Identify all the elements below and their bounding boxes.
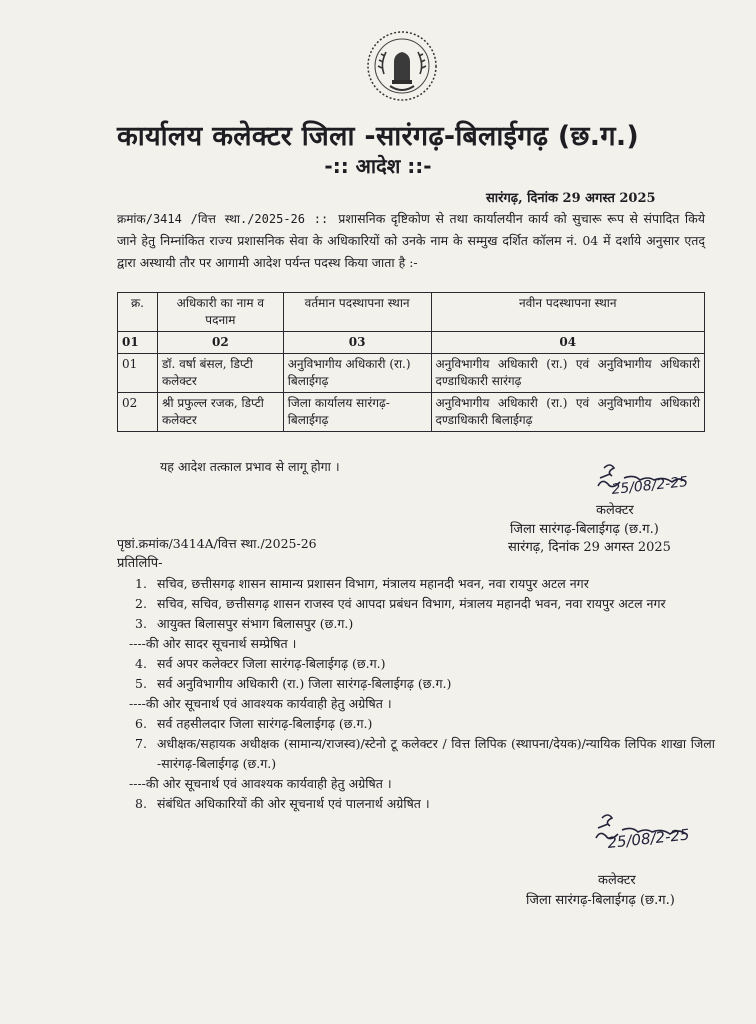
row-officer: डॉ. वर्षा बंसल, डिप्टी कलेक्टर: [157, 354, 283, 393]
forward-note: ----की ओर सूचनार्थ एवं आवश्यक कार्यवाही हेतु अग्रेषित ।: [129, 696, 392, 711]
signature1-designation: कलेक्टर: [596, 503, 634, 518]
table-row: [118, 354, 705, 393]
row-serial: 02: [118, 393, 158, 432]
list-item: 3. आयुक्त बिलासपुर संभाग बिलासपुर (छ.ग.): [135, 614, 715, 634]
header-cell-current-posting: वर्तमान पदस्थापना स्थान: [283, 293, 431, 332]
state-emblem-icon: [362, 28, 442, 114]
handwritten-signature: [590, 460, 700, 502]
row-current-posting: अनुविभागीय अधिकारी (रा.) बिलाईगढ़: [283, 354, 431, 393]
list-item: 4. सर्व अपर कलेक्टर जिला सारंगढ़-बिलाईगढ़ (छ.ग.): [135, 654, 715, 674]
endorsement-ref: पृष्ठां.क्रमांक/3414A/वित्त स्था./2025-26: [117, 536, 317, 551]
column-number: 04: [431, 332, 704, 354]
list-item: 7. अधीक्षक/सहायक अधीक्षक (सामान्य/राजस्व)/स्टेनो टू कलेक्टर / वित्त लिपिक (स्थापना/देयक)/न्यायिक लिपिक शाखा जिला -सारंगढ़-बिलाईगढ़ (छ.ग.): [135, 734, 715, 774]
column-number: 02: [157, 332, 283, 354]
table-row: [118, 393, 705, 432]
header-cell-new-posting: नवीन पदस्थापना स्थान: [431, 293, 704, 332]
list-item-text: सर्व अनुविभागीय अधिकारी (रा.) जिला सारंगढ़-बिलाईगढ़ (छ.ग.): [157, 676, 452, 691]
signature1-district: जिला सारंगढ़-बिलाईगढ़ (छ.ग.): [510, 522, 659, 537]
list-item-text: सचिव, छत्तीसगढ़ शासन सामान्य प्रशासन विभाग, मंत्रालय महानदी भवन, नवा रायपुर अटल नगर: [157, 576, 589, 591]
forward-note: ----की ओर सादर सूचनार्थ सम्प्रेषित ।: [129, 636, 297, 651]
order-paragraph: [117, 208, 705, 274]
row-new-posting: अनुविभागीय अधिकारी (रा.) एवं अनुविभागीय अधिकारी दण्डाधिकारी सारंगढ़: [431, 354, 704, 393]
row-officer: श्री प्रफुल्ल रजक, डिप्टी कलेक्टर: [157, 393, 283, 432]
row-current-posting: जिला कार्यालय सारंगढ़-बिलाईगढ़: [283, 393, 431, 432]
list-item-text: सचिव, सचिव, छत्तीसगढ़ शासन राजस्व एवं आपदा प्रबंधन विभाग, मंत्रालय महानदी भवन, नवा रायपुर अटल नगर: [157, 596, 666, 611]
endorsement-place-date: सारंगढ़, दिनांक 29 अगस्त 2025: [508, 540, 671, 555]
forward-note: ----की ओर सूचनार्थ एवं आवश्यक कार्यवाही हेतु अग्रेषित ।: [129, 776, 392, 791]
svg-text:25/08/2-25: 25/08/2-25: [606, 825, 691, 852]
column-number: 03: [283, 332, 431, 354]
list-item: 1. सचिव, छत्तीसगढ़ शासन सामान्य प्रशासन विभाग, मंत्रालय महानदी भवन, नवा रायपुर अटल नगर: [135, 574, 715, 594]
list-item-text: आयुक्त बिलासपुर संभाग बिलासपुर (छ.ग.): [157, 616, 354, 631]
row-new-posting: अनुविभागीय अधिकारी (रा.) एवं अनुविभागीय अधिकारी दण्डाधिकारी बिलाईगढ़: [431, 393, 704, 432]
order-text: प्रशासनिक दृष्टिकोण से तथा कार्यालयीन कार्य को सुचारू रूप से संपादित किये जाने हेतु निम्नांकित राज्य प्रशासनिक सेवा के अधिकारियों को उनके नाम के सम्मुख दर्शित कॉलम नं. 04 में दर्शाये अनुसार एतद् द्वारा अस्थायी तौर पर आगामी आदेश पर्यन्त पदस्थ किया जाता है :-: [117, 211, 705, 270]
list-item: 8. संबंधित अधिकारियों की ओर सूचनार्थ एवं पालनार्थ अग्रेषित ।: [135, 794, 715, 814]
table-column-number-row: [118, 332, 705, 354]
effect-line: यह आदेश तत्काल प्रभाव से लागू होगा ।: [160, 459, 340, 474]
svg-text:25/08/2-25: 25/08/2-25: [610, 474, 689, 498]
copy-label: प्रतिलिपि-: [117, 556, 163, 571]
column-number: 01: [118, 332, 158, 354]
office-title: कार्यालय कलेक्टर जिला -सारंगढ़-बिलाईगढ़ (छ.ग.): [116, 121, 640, 152]
list-item: 2. सचिव, सचिव, छत्तीसगढ़ शासन राजस्व एवं आपदा प्रबंधन विभाग, मंत्रालय महानदी भवन, नवा रायपुर अटल नगर: [135, 594, 715, 614]
copy-list: [129, 574, 715, 814]
header-cell-officer: अधिकारी का नाम व पदनाम: [157, 293, 283, 332]
posting-table: [117, 292, 705, 432]
signature2-district: जिला सारंगढ़-बिलाईगढ़ (छ.ग.): [526, 893, 675, 908]
header-cell-serial: क्र.: [118, 293, 158, 332]
row-serial: 01: [118, 354, 158, 393]
handwritten-signature: [588, 810, 708, 858]
signature2-designation: कलेक्टर: [598, 873, 636, 888]
list-item: 6. सर्व तहसीलदार जिला सारंगढ़-बिलाईगढ़ (छ.ग.): [135, 714, 715, 734]
list-item-text: संबंधित अधिकारियों की ओर सूचनार्थ एवं पालनार्थ अग्रेषित ।: [157, 796, 430, 811]
table-header-row: [118, 293, 705, 332]
list-item-text: अधीक्षक/सहायक अधीक्षक (सामान्य/राजस्व)/स्टेनो टू कलेक्टर / वित्त लिपिक (स्थापना/देयक)/न्यायिक लिपिक शाखा जिला -सारंगढ़-बिलाईगढ़ (छ.ग.): [157, 736, 715, 771]
order-title: -:: आदेश ::-: [324, 154, 432, 178]
list-item-text: सर्व अपर कलेक्टर जिला सारंगढ़-बिलाईगढ़ (छ.ग.): [157, 656, 386, 671]
list-item: 5. सर्व अनुविभागीय अधिकारी (रा.) जिला सारंगढ़-बिलाईगढ़ (छ.ग.): [135, 674, 715, 694]
list-item-text: सर्व तहसीलदार जिला सारंगढ़-बिलाईगढ़ (छ.ग.): [157, 716, 373, 731]
order-place-date: सारंगढ़, दिनांक 29 अगस्त 2025: [486, 191, 656, 206]
order-ref: क्रमांक/3414 /वित्त स्था./2025-26 ::: [117, 212, 329, 226]
